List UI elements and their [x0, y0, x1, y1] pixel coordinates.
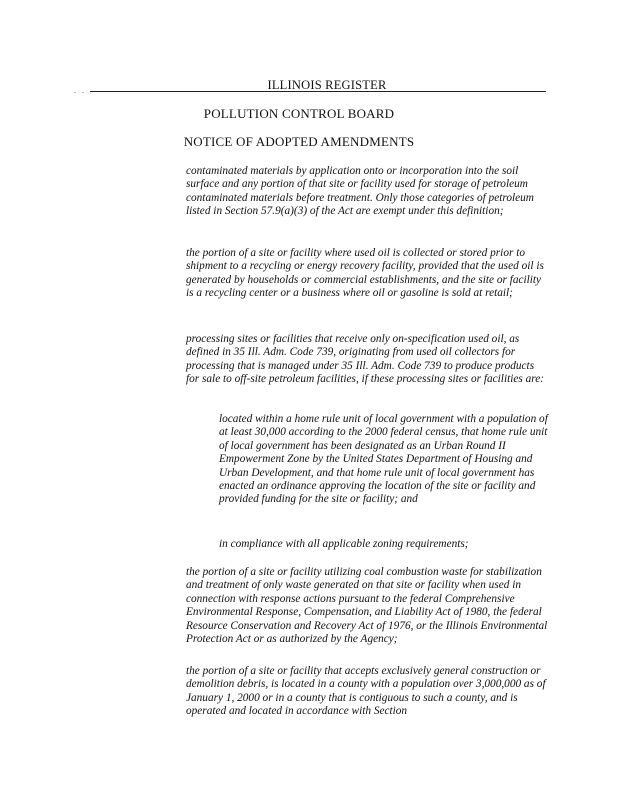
register-title: ILLINOIS REGISTER [267, 78, 387, 92]
header-rule [90, 91, 546, 92]
margin-dots: . . [74, 86, 86, 95]
notice-title: NOTICE OF ADOPTED AMENDMENTS [183, 134, 415, 149]
paragraph-5: the portion of a site or facility that accepts exclusively general construction or demolition debris, is located in a county with a population over 3,000,000 as of January 1, 2000 or in a county that is contiguous to such a county, and is operated and located in accordance with Section [186, 665, 546, 718]
paragraph-3b: in compliance with all applicable zoning requirements; [219, 538, 469, 550]
paragraph-1: contaminated materials by application onto or incorporation into the soil surface and any portion of that site or facility used for storage of petroleum contaminated materials before treatment. Only those categories of petroleum listed in Section 57.9(a)(3) of the Act are exempt under this definition; [186, 165, 534, 218]
paragraph-3: processing sites or facilities that receive only on-specification used oil, as defined in 35 Ill. Adm. Code 739, originating from used oil collectors for processing that is managed under 35 Ill. Adm. Code 739 to produce products for sale to off-site petroleum facilities, if these processing sites or facilities are: [186, 333, 545, 386]
paragraph-4: the portion of a site or facility utilizing coal combustion waste for stabilization and treatment of only waste generated on that site or facility when used in connection with response actions pursuant to the federal Comprehensive Environmental Response, Compensation, and Liability Act of 1980, the federal Resource Conservation and Recovery Act of 1976, or the Illinois Environmental Protection Act or as authorized by the Agency; [186, 566, 548, 646]
paragraph-3a: located within a home rule unit of local government with a population of at least 30,000 according to the 2000 federal census, that home rule unit of local government has been designated as an Urban Round II Empowerment Zone by the United States Department of Housing and Urban Development, and that home rule unit of local government has enacted an ordinance approving the location of the site or facility and provided funding for the site or facility; and [219, 413, 548, 506]
board-title: POLLUTION CONTROL BOARD [203, 106, 395, 121]
paragraph-2: the portion of a site or facility where used oil is collected or stored prior to shipment to a recycling or energy recovery facility, provided that the used oil is generated by households or commercial establishments, and the site or facility is a recycling center or a business where oil or gasoline is sold at retail; [186, 247, 544, 300]
